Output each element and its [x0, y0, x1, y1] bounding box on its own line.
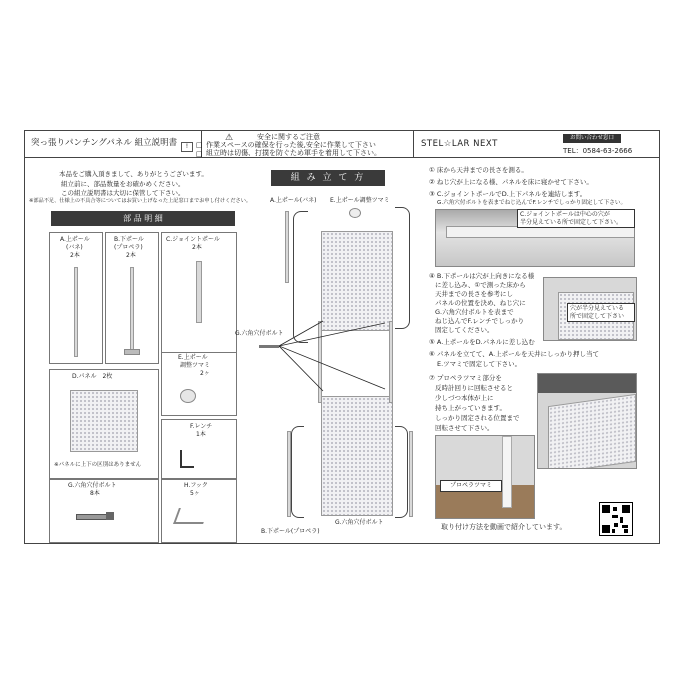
adjust-knob-illustration: [180, 389, 196, 403]
bolt-pointer-lines: [279, 311, 389, 401]
intro-line-4: ※部品不足、仕様上の不具合等についてはお買い上げなった上記窓口までお申し付けください。: [29, 198, 252, 204]
part-b-sub: (プロペラ): [114, 244, 143, 251]
step-7-line-3: 少しづつ本体が上に: [435, 394, 494, 402]
label-lower-pole: B.下ポール(プロペラ): [261, 528, 320, 535]
step-3-line-2: G.六角穴付ボルトを表までねじ込んでF.レンチでしっかり固定して下さい。: [437, 200, 627, 206]
assembly-heading: 組 み 立 て 方: [271, 170, 385, 186]
part-e-name: E.上ポール: [178, 354, 208, 361]
title-box: [25, 131, 202, 158]
arrow-right-upper: [395, 207, 410, 329]
hex-bolt-head-illustration: [106, 512, 114, 520]
propeller-photo: [435, 435, 535, 519]
step-7-line-4: 持ち上がっていきます。: [435, 404, 506, 412]
callout-2-line-2: 所で固定して下さい: [570, 312, 625, 320]
step-6-line-2: E.ツマミで固定して下さい。: [437, 360, 522, 368]
step-4-line-7: 固定してください。: [435, 326, 494, 334]
joint-pole-right-diagram: [389, 321, 393, 403]
part-c-qty: 2本: [192, 244, 202, 251]
lower-panel-diagram: [321, 396, 393, 516]
lower-pole-illustration: [130, 267, 134, 351]
part-d-box: [49, 369, 159, 479]
step-4-line-6: ねじ込んでF.レンチでしっかり: [435, 317, 525, 325]
step-4-line-3: 天井までの長さを参考にし: [435, 290, 513, 298]
upper-pole-diagram: [285, 211, 289, 283]
part-e-sub: 調整ツマミ: [180, 362, 211, 369]
warning-icon: ⚠: [225, 133, 234, 143]
part-a-box: [49, 232, 103, 364]
label-upper-pole: A.上ポール(バネ): [270, 197, 317, 204]
part-e-box: [161, 352, 237, 416]
lower-pole-callout: [567, 303, 635, 322]
caution-box-icon: !: [181, 142, 193, 152]
step-2: ② ねじ穴が上になる様、パネルを床に寝かせて下さい。: [429, 178, 593, 186]
part-g-box: [49, 479, 159, 543]
contact-label: お問い合わせ窓口: [563, 134, 621, 143]
contact-tel: TEL：0584-63-2666: [563, 147, 633, 155]
upper-pole-illustration: [74, 267, 78, 357]
wrench-illustration-arm: [180, 466, 194, 468]
step-5: ⑤ A.上ポールをD.パネルに差し込む: [429, 338, 535, 346]
callout-1-line-1: C.ジョイントポールは中心の穴が: [520, 211, 610, 218]
propeller-photo-pole: [502, 436, 512, 508]
part-b-box: [105, 232, 159, 364]
safety-heading: 安全に関するご注意: [257, 133, 320, 141]
adjust-knob-diagram: [349, 208, 361, 218]
safety-line-2: 組立時は切傷、打撲を防ぐため軍手を着用して下さい。: [206, 149, 381, 157]
step-6-line-1: ⑥ パネルを立てて、A.上ポールを天井にしっかり押し当て: [429, 350, 600, 358]
part-d-name: D.パネル 2枚: [72, 373, 113, 380]
part-d-note: ※パネルに上下の区別はありません: [54, 462, 142, 468]
part-c-name: C.ジョイントポール: [166, 236, 220, 243]
arrow-right-lower: [395, 426, 408, 518]
ceiling-photo-panel: [548, 394, 636, 469]
label-adjust-knob: E.上ポール調整ツマミ: [330, 197, 390, 204]
step-4-line-1: ④ B.下ポールは穴が上向きになる様: [429, 272, 535, 280]
header-divider: [25, 157, 659, 158]
video-note: 取り付け方法を動画で紹介しています。: [441, 523, 567, 531]
step-4-line-2: に差し込み、①で測った床から: [435, 281, 526, 289]
brand-logo: STEL☆LAR NEXT: [421, 139, 498, 149]
part-f-name: F.レンチ: [190, 423, 213, 430]
part-h-box: [161, 479, 237, 543]
joint-pole-illustration: [196, 261, 202, 323]
step-7-line-1: ⑦ プロペラツマミ部分を: [429, 374, 502, 382]
propeller-photo-label: プロペラツマミ: [440, 480, 502, 492]
bullet-icon: □: [196, 150, 203, 158]
part-h-qty: 5ヶ: [190, 490, 200, 497]
intro-line-2: 組立前に、部品数量をお確かめください。: [61, 180, 185, 188]
part-h-name: H.フック: [184, 482, 208, 489]
parts-heading: 部 品 明 細: [51, 211, 235, 226]
arrow-left-lower: [291, 426, 304, 518]
step-4-line-4: パネルの位置を決め、ねじ穴に: [435, 299, 526, 307]
qr-code[interactable]: [599, 502, 633, 536]
intro-line-1: 本品をご購入頂きまして、ありがとうございます。: [59, 170, 208, 178]
hex-bolt-diagram: [259, 345, 279, 348]
step-7-line-2: 反時計回りに回転させると: [435, 384, 513, 392]
label-hex-bolt-1: G.六角穴付ボルト: [235, 330, 284, 337]
step-4-line-5: G.六角穴付ボルトを表まで: [435, 308, 514, 316]
callout-1-line-2: 半分見えている所で固定して下さい。: [520, 218, 623, 226]
part-b-name: B.下ポール: [114, 236, 144, 243]
intro-line-3: この組立説明書は大切に保管して下さい。: [61, 189, 185, 197]
part-g-name: G.六角穴付ボルト: [68, 482, 117, 489]
step-3-line-1: ③ C.ジョイントポールでD.上下パネルを連結します。: [429, 190, 587, 198]
document-title: 突っ張りパンチングパネル 組立説明書: [31, 138, 178, 148]
step-1: ① 床から天井までの長さを測る。: [429, 166, 528, 174]
part-b-qty: 2本: [126, 252, 136, 259]
instruction-sheet: [24, 130, 660, 544]
ceiling-photo: [537, 373, 637, 469]
lower-pole-right-diagram: [409, 431, 413, 517]
propeller-knob-illustration: [124, 349, 140, 355]
panel-illustration: [70, 390, 138, 452]
step-7-line-5: しっかり固定される位置まで: [435, 414, 520, 422]
bullet-icon: □: [196, 141, 203, 149]
header-divider-vertical: [413, 131, 414, 157]
label-hex-bolt-2: G.六角穴付ボルト: [335, 519, 384, 526]
safety-line-1: 作業スペースの確保を行った後,安全に作業して下さい: [206, 141, 376, 149]
part-a-sub: (バネ): [66, 244, 83, 251]
callout-2-line-1: 穴が半分見えている: [570, 305, 625, 312]
part-c-box: [161, 232, 237, 360]
joint-pole-callout: [517, 209, 635, 228]
hex-bolt-illustration: [76, 514, 108, 520]
part-a-qty: 2本: [70, 252, 80, 259]
part-e-qty: 2ヶ: [200, 370, 210, 377]
part-a-name: A.上ポール: [60, 236, 90, 243]
hook-illustration: [173, 508, 209, 524]
step-7-line-6: 回転させて下さい。: [435, 424, 494, 432]
part-f-box: [161, 419, 237, 479]
part-f-qty: 1本: [196, 431, 206, 438]
part-g-qty: 8本: [90, 490, 100, 497]
